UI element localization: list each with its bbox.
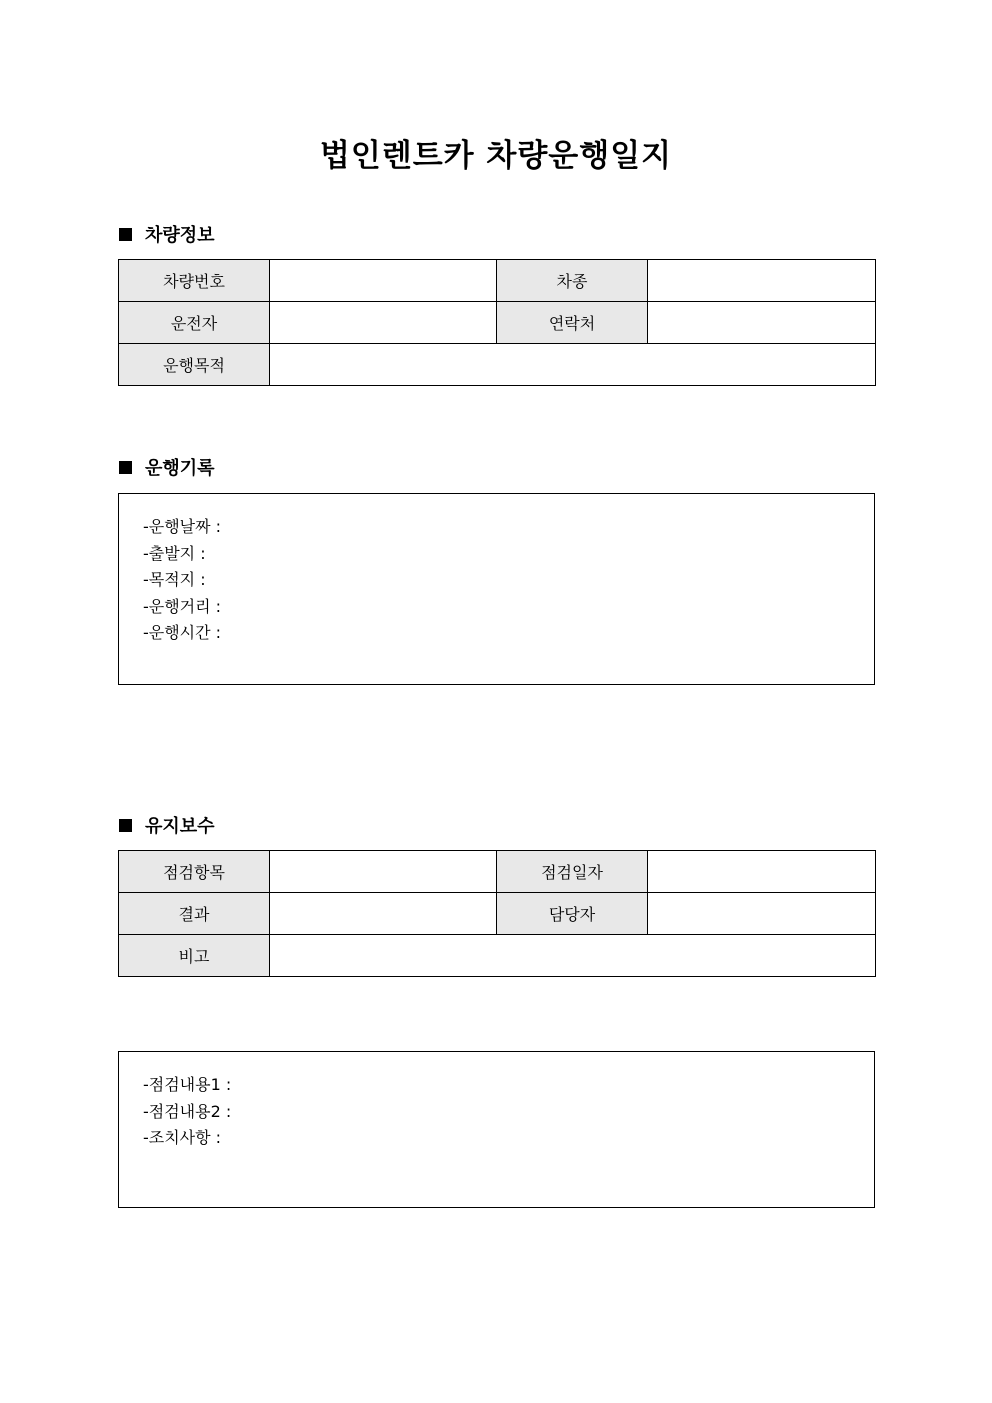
- square-bullet-icon: [119, 461, 132, 474]
- departure-line: -출발지 :: [143, 543, 206, 563]
- table-row: [119, 893, 876, 935]
- remarks-label: 비고: [119, 935, 270, 977]
- inspection-item-field[interactable]: [270, 851, 497, 893]
- section-heading-label: 운행기록: [145, 458, 215, 479]
- vehicle-number-field[interactable]: [270, 260, 497, 302]
- inspection-date-field[interactable]: [648, 851, 876, 893]
- driver-field[interactable]: [270, 302, 497, 344]
- driving-date-line: -운행날짜 :: [143, 517, 222, 536]
- section-heading-maintenance: [119, 813, 215, 837]
- table-row: [119, 260, 876, 302]
- table-row: [119, 935, 876, 977]
- contact-label: 연락처: [497, 302, 648, 344]
- manager-label: 담당자: [497, 893, 648, 935]
- section-heading-vehicle-info: [119, 222, 215, 246]
- remarks-field[interactable]: [270, 935, 876, 977]
- vehicle-number-label: 차량번호: [119, 260, 270, 302]
- manager-field[interactable]: [648, 893, 876, 935]
- purpose-field[interactable]: [270, 344, 876, 386]
- square-bullet-icon: [119, 228, 132, 241]
- table-row: [119, 344, 876, 386]
- vehicle-type-label: 차종: [497, 260, 648, 302]
- vehicle-type-field[interactable]: [648, 260, 876, 302]
- section-heading-label: 유지보수: [145, 816, 215, 837]
- destination-line: -목적지 :: [143, 570, 206, 589]
- driver-label: 운전자: [119, 302, 270, 344]
- inspection-content-2-line: -점검내용2 :: [143, 1101, 232, 1121]
- driving-record-box[interactable]: [118, 493, 875, 685]
- inspection-item-label: 점검항목: [119, 851, 270, 893]
- result-label: 결과: [119, 893, 270, 935]
- inspection-content-1-line: -점검내용1 :: [143, 1075, 232, 1094]
- section-heading-label: 차량정보: [145, 225, 215, 246]
- result-field[interactable]: [270, 893, 497, 935]
- distance-line: -운행거리 :: [143, 596, 222, 616]
- vehicle-info-table: [118, 259, 876, 386]
- driving-time-line: -운행시간 :: [143, 623, 222, 642]
- driving-record-lines: [143, 514, 874, 647]
- table-row: [119, 851, 876, 893]
- maintenance-table: [118, 850, 876, 977]
- square-bullet-icon: [119, 819, 132, 832]
- purpose-label: 운행목적: [119, 344, 270, 386]
- section-heading-driving-record: [119, 455, 215, 479]
- contact-field[interactable]: [648, 302, 876, 344]
- page-title: 법인렌트카 차량운행일지: [319, 138, 673, 174]
- maintenance-notes-box[interactable]: [118, 1051, 875, 1208]
- table-row: [119, 302, 876, 344]
- inspection-date-label: 점검일자: [497, 851, 648, 893]
- action-taken-line: -조치사항 :: [143, 1128, 222, 1147]
- maintenance-notes-lines: [143, 1072, 874, 1152]
